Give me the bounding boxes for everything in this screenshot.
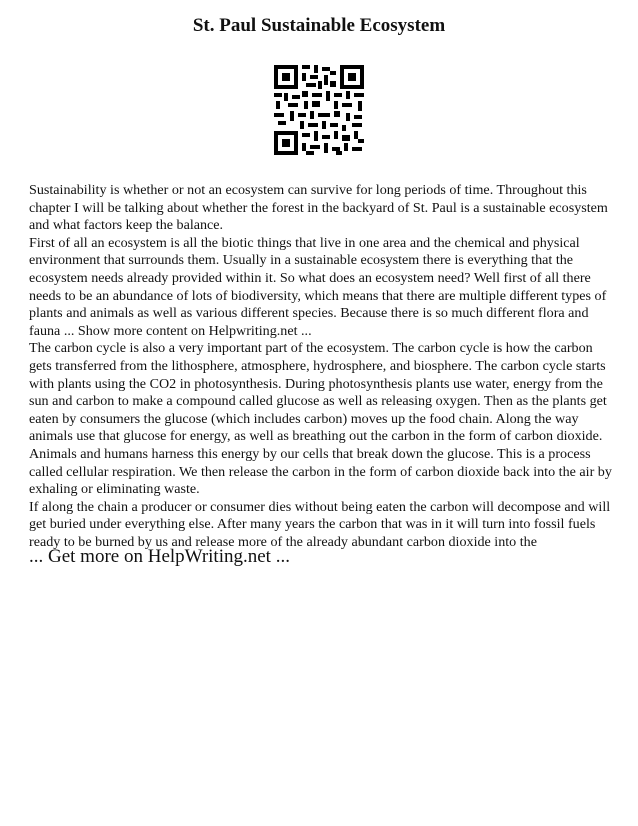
paragraph: The carbon cycle is also a very important part of the ecosystem. The carbon cycle is how the carbon gets transferred from the lithosphere, atmosphere, hydrosphere, and biosphere. The carbon cycle starts with plants using the CO2 in photosynthesis. During photosynthesis plants use water, energy from the sun and carbon to make a compound called glucose as well as releasing oxygen. Then as the plants get eaten by consumers the glucose (which includes carbon) moves up the food chain. Along the way animals use that glucose for energy, as well as breathing out the carbon in the form of carbon dioxide. Animals and humans harness this energy by our cells that break down the glucose. This is a process called cellular respiration. We then release the carbon in the form of carbon dioxide back into the air by exhaling or eliminating waste. <box>29 340 612 498</box>
page-title: St. Paul Sustainable Ecosystem <box>192 15 446 36</box>
qr-code-icon <box>272 63 366 157</box>
body-text <box>29 182 614 551</box>
get-more-link[interactable]: ... Get more on HelpWriting.net ... <box>29 546 290 567</box>
paragraph: If along the chain a producer or consumer dies without being eaten the carbon will decompose and will get buried under everything else. After many years the carbon that was in it will turn into fossil fuels ready to be burned by us and release more of the already abundant carbon dioxide into the <box>29 498 611 550</box>
paragraph: First of all an ecosystem is all the biotic things that live in one area and the chemical and physical environment that surrounds them. Usually in a sustainable ecosystem there is everything that the ecosystem needs already provided within it. So what does an ecosystem need? Well first of all there needs to be an abundance of lots of biodiversity, which means that there are multiple different types of plants and animals as well as various different species. Because there is so much different flora and fauna ... Show more content on Helpwriting.net ... <box>29 234 607 339</box>
paragraph: Sustainability is whether or not an ecosystem can survive for long periods of time. Throughout this chapter I will be talking about whether the forest in the backyard of St. Paul is a sustainable ecosystem and what factors keep the balance. <box>29 182 608 234</box>
